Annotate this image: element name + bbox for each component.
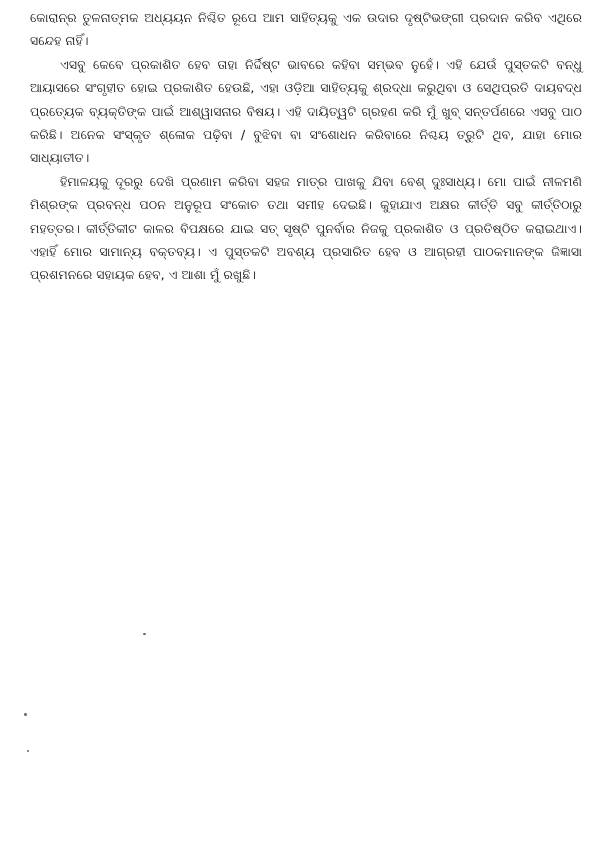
paragraph-2: ଏସବୁ କେବେ ପ୍ରକାଶିତ ହେବ ତାହା ନିର୍ଦ୍ଦିଷ୍ଟ ଭାବରେ କହିବା ସମ୍ଭବ ନୁହେଁ। ଏହି ଯେଉଁ ପୁସ୍ତକଟି ବନ୍ଧୁ ଆୟାସରେ ସଂଗୃହୀତ ହୋଇ ପ୍ରକାଶିତ ହେଉଛି, ଏହା ଓଡ଼ିଆ ସାହିତ୍ୟକୁ ଶ୍ରଦ୍ଧା କରୁଥିବା ଓ ସେଥିପ୍ରତି ଦାୟବଦ୍ଧ ପ୍ରତ୍ୟେକ ବ୍ୟକ୍ତିଙ୍କ ପାଇଁ ଆଶ୍ୱାସନାର ବିଷୟ। ଏହି ଦାୟିତ୍ୱଟି ଗ୍ରହଣ କରି ମୁଁ ଖୁବ୍ ସନ୍ତର୍ପଣରେ ଏସବୁ ପାଠ କରିଛି। ଅନେକ ସଂସ୍କୃତ ଶ୍ଳୋକ ପଢ଼ିବା / ବୁଝିବା ବା ସଂଶୋଧନ କରିବାରେ ନିଶ୍ଚୟ ତ୍ରୁଟି ଥିବ, ଯାହା ମୋର ସାଧ୍ୟାତୀତ।: [30, 56, 582, 166]
body-text: [30, 6, 582, 287]
paragraph-1: କୋରାନ୍‌ର ତୁଳନାତ୍ମକ ଅଧ୍ୟୟନ ନିଶ୍ଚିତ ରୂପେ ଆମ ସାହିତ୍ୟକୁ ଏକ ଉଦାର ଦୃଷ୍ଟିଭଙ୍ଗୀ ପ୍ରଦାନ କରିବ ଏଥିରେ ସନ୍ଦେହ ନାହିଁ।: [30, 10, 582, 49]
scan-speck: [143, 633, 146, 635]
scan-speck: [24, 713, 27, 716]
paragraph-3: ହିମାଳୟକୁ ଦୂରରୁ ଦେଖି ପ୍ରଣାମ କରିବା ସହଜ ମାତ୍ର ପାଖକୁ ଯିବା ବେଶ୍ ଦୁଃସାଧ୍ୟ। ମୋ ପାଇଁ ନୀଳମଣି ମିଶ୍ରଙ୍କ ପ୍ରବନ୍ଧ ପଠନ ଅନୁରୂପ ସଂକୋଚ ତଥା ସମୀହ ଦେଇଛି। କୁହାଯାଏ ଅକ୍ଷର କୀର୍ତ୍ତି ସବୁ କୀର୍ତ୍ତିଠାରୁ ମହତ୍ତର। କୀର୍ତ୍ତିକୀଟ କାଳର ବିପକ୍ଷରେ ଯାଇ ସତ୍ ସୃଷ୍ଟି ପୁନର୍ବାର ନିଜକୁ ପ୍ରକାଶିତ ଓ ପ୍ରତିଷ୍ଠିତ କରାଇଥାଏ। ଏହାହିଁ ମୋର ସାମାନ୍ୟ ବକ୍ତବ୍ୟ। ଏ ପୁସ୍ତକଟି ଅବଶ୍ୟ ପ୍ରସାରିତ ହେବ ଓ ଆଗ୍ରହୀ ପାଠକମାନଙ୍କ ଜିଜ୍ଞାସା ପ୍ରଶମନରେ ସହାୟକ ହେବ, ଏ ଆଶା ମୁଁ ରଖୁଛି।: [30, 173, 582, 283]
scan-speck: [27, 750, 29, 752]
